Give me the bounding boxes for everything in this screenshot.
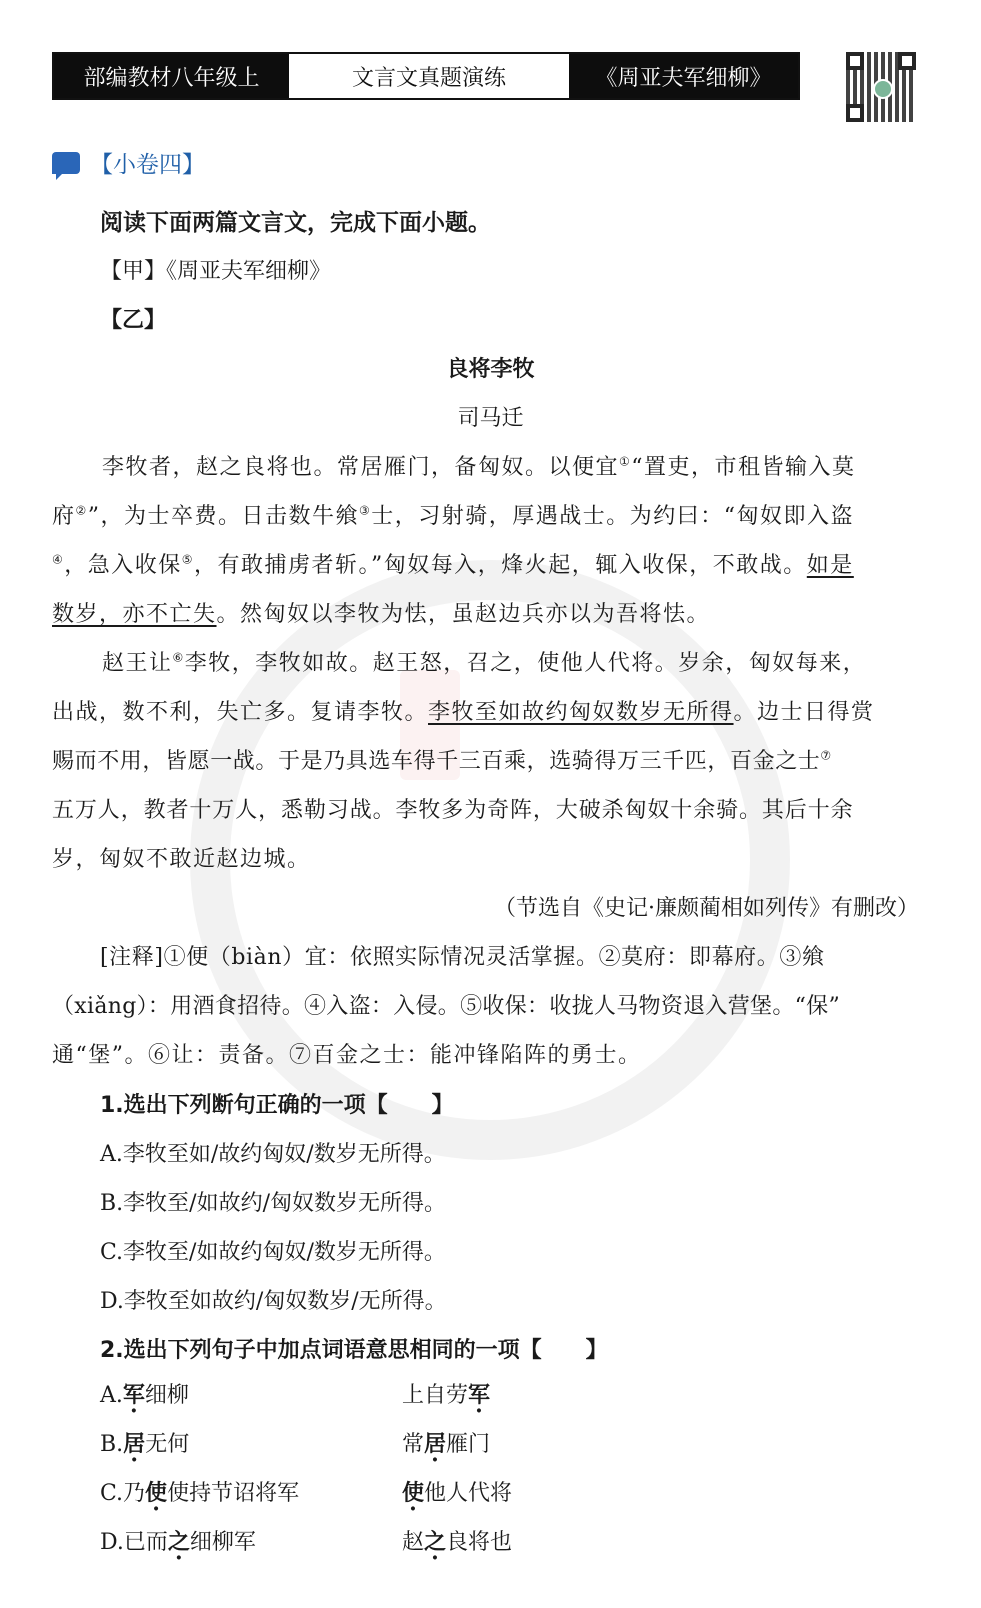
q1-option-a[interactable]: A.李牧至如/故约匈奴/数岁无所得。	[100, 1142, 446, 1167]
passage-jia-label: 【甲】《周亚夫军细柳》	[100, 259, 332, 284]
instruction: 阅读下面两篇文言文，完成下面小题。	[100, 210, 491, 236]
p2-line4: 五万人，教者十万人，悉勒习战。李牧多为奇阵，大破杀匈奴十余骑。其后十余	[52, 798, 854, 823]
q2-option-a-right: 上自劳军	[402, 1382, 491, 1408]
q1-option-c[interactable]: C.李牧至/如故约匈奴/数岁无所得。	[100, 1240, 446, 1265]
q2-option-d-left[interactable]: D.已而之细柳军	[100, 1529, 256, 1555]
p2-line2: 出战，数不利，失亡多。复请李牧。李牧至如故约匈奴数岁无所得。边士日得赏	[52, 700, 875, 725]
underlined-phrase: 数岁，亦不亡失	[52, 602, 217, 627]
header-lesson: 《周亚夫军细柳》	[569, 54, 798, 98]
notes-line1: [注释]①便（biàn）宜：依照实际情况灵活掌握。②莫府：即幕府。③飨	[100, 945, 825, 970]
p1-line1: 李牧者，赵之良将也。常居雁门，备匈奴。以便宜①“置吏，市租皆输入莫	[102, 454, 856, 480]
p1-line3: ④，急入收保⑤，有敢捕虏者斩。”匈奴每入，烽火起，辄入收保，不敢战。如是	[52, 552, 854, 578]
p2-line5: 岁，匈奴不敢近赵边城。	[52, 847, 311, 872]
q2-option-d-right: 赵之良将也	[402, 1529, 513, 1555]
underlined-sentence: 李牧至如故约匈奴数岁无所得	[428, 700, 734, 725]
q1-option-d[interactable]: D.李牧至如故约/匈奴数岁/无所得。	[100, 1289, 447, 1314]
q2-stem: 2.选出下列句子中加点词语意思相同的一项【 】	[100, 1338, 608, 1363]
section-label	[52, 146, 205, 179]
qr-code-icon[interactable]	[846, 52, 916, 122]
q2-option-c-left[interactable]: C.乃使使持节诏将军	[100, 1480, 300, 1506]
q1-stem: 1.选出下列断句正确的一项【 】	[100, 1093, 454, 1118]
passage-title: 良将李牧	[446, 357, 535, 382]
p2-line1: 赵王让⑥李牧，李牧如故。赵王怒，召之，使他人代将。岁余，匈奴每来，	[102, 650, 867, 676]
p2-line3: 赐而不用，皆愿一战。于是乃具选车得千三百乘，选骑得万三千匹，百金之士⑦	[52, 748, 832, 774]
q2-option-a-left[interactable]: A.军细柳	[100, 1382, 189, 1408]
q2-option-b-right: 常居雁门	[402, 1431, 491, 1457]
source-citation: （节选自《史记·廉颇蔺相如列传》有删改）	[494, 896, 919, 921]
q2-option-c-right: 使他人代将	[402, 1480, 513, 1506]
p1-line2: 府②”，为士卒费。日击数牛飨③士，习射骑，厚遇战士。为约曰：“匈奴即入盗	[52, 503, 855, 529]
section-label-text: 【小卷四】	[90, 152, 205, 178]
header-grade: 部编教材八年级上	[54, 54, 289, 98]
notes-line2: （xiǎng）：用酒食招待。④入盗：入侵。⑤收保：收拢人马物资退入营堡。“保”	[52, 994, 841, 1019]
q1-option-b[interactable]: B.李牧至/如故约/匈奴数岁无所得。	[100, 1191, 446, 1216]
q2-option-b-left[interactable]: B.居无何	[100, 1431, 190, 1457]
header-bar	[52, 52, 800, 100]
passage-yi-label: 【乙】	[100, 308, 167, 333]
notes-line3: 通“堡”。⑥让：责备。⑦百金之士：能冲锋陷阵的勇士。	[52, 1043, 642, 1068]
header-topic: 文言文真题演练	[289, 54, 569, 98]
p1-line4: 数岁，亦不亡失。然匈奴以李牧为怯，虽赵边兵亦以为吾将怯。	[52, 602, 711, 627]
underlined-phrase: 如是	[806, 553, 854, 578]
passage-author: 司马迁	[457, 406, 524, 431]
bookmark-icon	[52, 152, 80, 174]
